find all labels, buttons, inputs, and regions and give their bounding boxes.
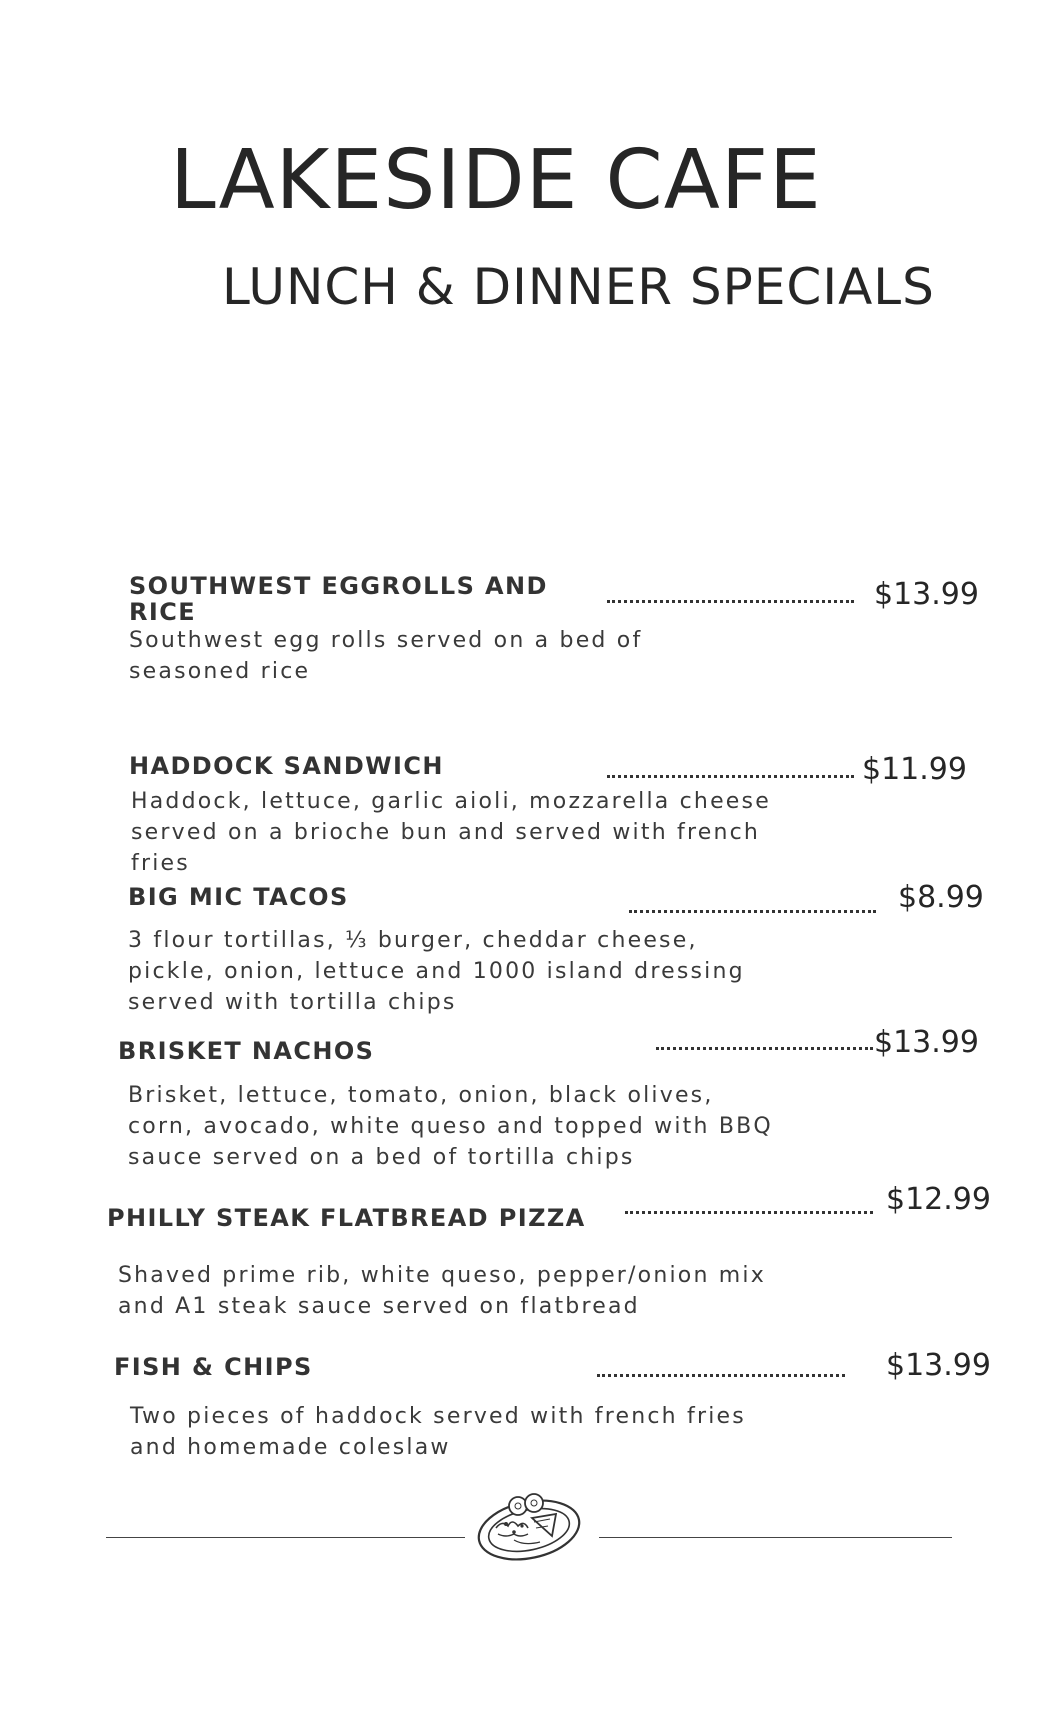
- menu-item-description: Two pieces of haddock served with french fries and homemade coleslaw: [130, 1404, 746, 1460]
- divider-line-right: [599, 1537, 952, 1538]
- menu-item-description: 3 flour tortillas, ⅓ burger, cheddar cheese, pickle, onion, lettuce and 1000 island dressing served with tortilla chips: [128, 928, 745, 1015]
- menu-item-name: BIG MIC TACOS: [128, 883, 349, 911]
- menu-item-price: $8.99: [898, 880, 984, 915]
- page-subtitle: LUNCH & DINNER SPECIALS: [222, 258, 935, 316]
- menu-item-leader: [656, 1047, 873, 1050]
- menu-item-leader: [625, 1211, 873, 1214]
- menu-item-price: $13.99: [874, 577, 979, 612]
- menu-item-leader: [607, 775, 854, 778]
- menu-item-name: HADDOCK SANDWICH: [129, 752, 444, 780]
- menu-item-name: FISH & CHIPS: [114, 1353, 313, 1381]
- menu-item-description: Southwest egg rolls served on a bed of seasoned rice: [129, 628, 643, 684]
- menu-item-leader: [629, 910, 876, 913]
- divider-line-left: [106, 1537, 465, 1538]
- menu-item-price: $13.99: [886, 1348, 991, 1383]
- menu-item-name: PHILLY STEAK FLATBREAD PIZZA: [107, 1204, 586, 1232]
- menu-item-price: $13.99: [874, 1025, 979, 1060]
- menu-item-price: $12.99: [886, 1182, 991, 1217]
- menu-item-description: Haddock, lettuce, garlic aioli, mozzarella cheese served on a brioche bun and served with french fries: [131, 789, 771, 876]
- menu-item-name: SOUTHWEST EGGROLLS AND RICE: [129, 572, 548, 626]
- menu-item-leader: [607, 600, 854, 603]
- menu-item-leader: [597, 1374, 845, 1377]
- menu-item-price: $11.99: [862, 752, 967, 787]
- menu-item-description: Brisket, lettuce, tomato, onion, black olives, corn, avocado, white queso and topped with BBQ sauce served on a bed of tortilla chips: [128, 1083, 773, 1170]
- menu-item-description: Shaved prime rib, white queso, pepper/onion mix and A1 steak sauce served on flatbread: [118, 1263, 766, 1319]
- plate-of-food-icon: [474, 1488, 584, 1564]
- page-title: LAKESIDE CAFE: [170, 133, 822, 228]
- menu-item-name: BRISKET NACHOS: [118, 1037, 375, 1065]
